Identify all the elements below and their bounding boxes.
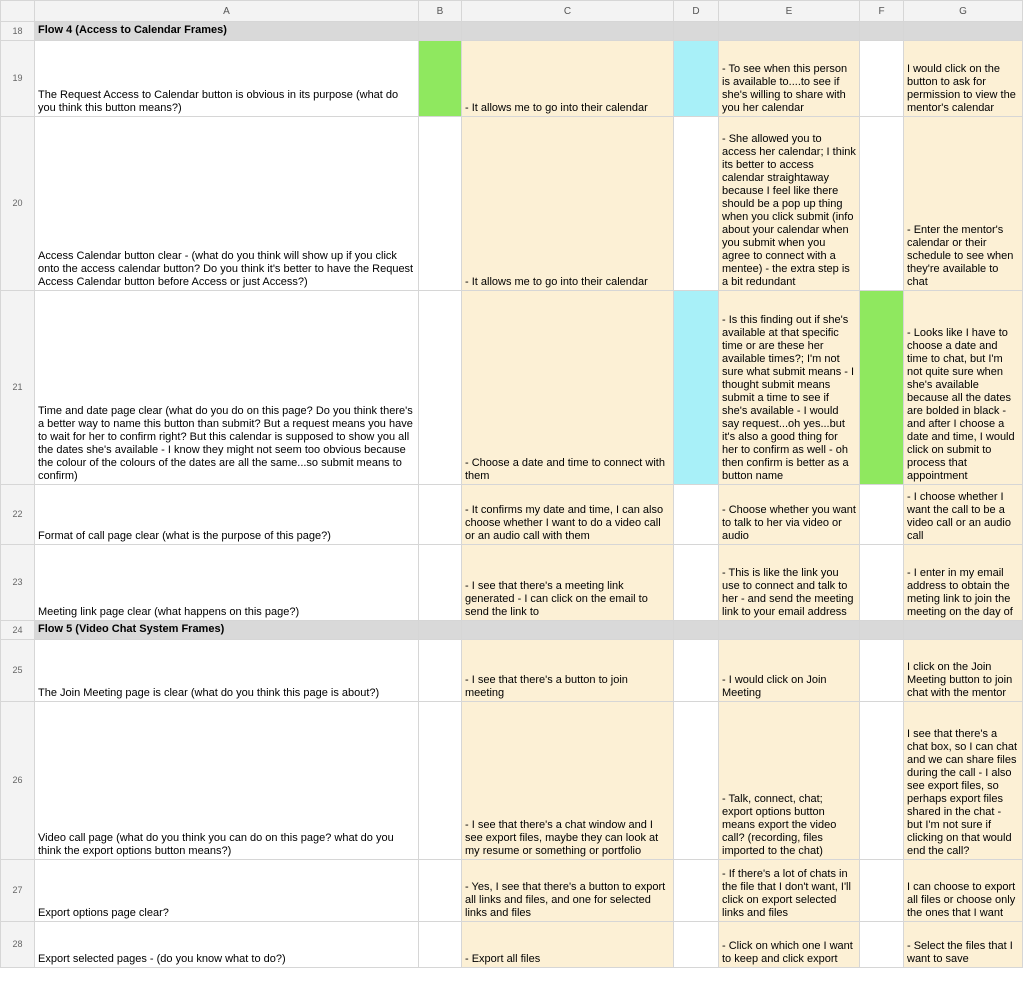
column-header-d[interactable]: D xyxy=(674,1,719,22)
row-header[interactable]: 28 xyxy=(1,922,35,968)
rating-cell-d[interactable] xyxy=(674,860,719,922)
table-row xyxy=(1,291,1023,485)
rating-cell-f[interactable] xyxy=(860,41,904,117)
rating-cell-f[interactable] xyxy=(860,922,904,968)
rating-cell-d[interactable] xyxy=(674,640,719,702)
response-cell-c[interactable]: - It allows me to go into their calendar xyxy=(462,41,674,117)
table-row xyxy=(1,485,1023,545)
cell[interactable] xyxy=(419,22,462,41)
response-cell-g[interactable]: I see that there's a chat box, so I can chat and we can share files during the call - I also see export files, so perhaps export files shared in the chat - but I'm not sure if clicking on that would end the call? xyxy=(904,702,1023,860)
question-cell[interactable]: Export selected pages - (do you know what to do?) xyxy=(35,922,419,968)
column-header-c[interactable]: C xyxy=(462,1,674,22)
response-cell-e[interactable]: - Talk, connect, chat; export options button means export the video call? (recording, files imported to the chat) xyxy=(719,702,860,860)
response-cell-e[interactable]: - This is like the link you use to connect and talk to her - and send the meeting link to your email address xyxy=(719,545,860,621)
table-row xyxy=(1,922,1023,968)
rating-cell-d[interactable] xyxy=(674,545,719,621)
row-header[interactable]: 24 xyxy=(1,621,35,640)
question-cell[interactable]: Access Calendar button clear - (what do you think will show up if you click onto the access calendar button? Do you think it's better to have the Request Access Calendar button before Access or just Access?) xyxy=(35,117,419,291)
response-cell-e[interactable]: - I would click on Join Meeting xyxy=(719,640,860,702)
section-row xyxy=(1,621,1023,640)
rating-cell-d[interactable] xyxy=(674,117,719,291)
column-header-e[interactable]: E xyxy=(719,1,860,22)
response-cell-g[interactable]: I can choose to export all files or choose only the ones that I want xyxy=(904,860,1023,922)
cell[interactable] xyxy=(462,621,674,640)
row-header[interactable]: 21 xyxy=(1,291,35,485)
cell[interactable] xyxy=(904,621,1023,640)
response-cell-c[interactable]: - Export all files xyxy=(462,922,674,968)
rating-cell-d[interactable] xyxy=(674,291,719,485)
section-title-cell[interactable]: Flow 5 (Video Chat System Frames) xyxy=(35,621,419,640)
row-header[interactable]: 23 xyxy=(1,545,35,621)
table-row xyxy=(1,640,1023,702)
rating-cell-b[interactable] xyxy=(419,485,462,545)
rating-cell-b[interactable] xyxy=(419,702,462,860)
cell[interactable] xyxy=(674,22,719,41)
section-row xyxy=(1,22,1023,41)
column-header-a[interactable]: A xyxy=(35,1,419,22)
question-cell[interactable]: The Join Meeting page is clear (what do you think this page is about?) xyxy=(35,640,419,702)
rating-cell-f[interactable] xyxy=(860,640,904,702)
response-cell-c[interactable]: - I see that there's a meeting link generated - I can click on the email to send the link to xyxy=(462,545,674,621)
question-cell[interactable]: Meeting link page clear (what happens on this page?) xyxy=(35,545,419,621)
response-cell-e[interactable]: - Click on which one I want to keep and click export xyxy=(719,922,860,968)
table-row xyxy=(1,702,1023,860)
row-header[interactable]: 25 xyxy=(1,640,35,702)
row-header[interactable]: 22 xyxy=(1,485,35,545)
response-cell-e[interactable]: - To see when this person is available to....to see if she's willing to share with you her calendar xyxy=(719,41,860,117)
row-header[interactable]: 20 xyxy=(1,117,35,291)
rating-cell-f[interactable] xyxy=(860,702,904,860)
response-cell-e[interactable]: - Is this finding out if she's available at that specific time or are these her available times?; I'm not sure what submit means - I thought submit means submit a time to see if she's available - I would say request...oh yes...but it's also a good thing for her to confirm as well - oh then confirm is better as a button name xyxy=(719,291,860,485)
rating-cell-b[interactable] xyxy=(419,640,462,702)
column-header-row xyxy=(1,1,1023,22)
rating-cell-d[interactable] xyxy=(674,41,719,117)
column-header-f[interactable]: F xyxy=(860,1,904,22)
question-cell[interactable]: Time and date page clear (what do you do on this page? Do you think there's a better way to name this button than submit? But a request means you have to wait for her to confirm right? But this calendar is supposed to show you all the dates she's available - I know they might not seem too obvious because the colour of the colours of the dates are all the same...so submit means to confirm) xyxy=(35,291,419,485)
cell[interactable] xyxy=(462,22,674,41)
response-cell-g[interactable]: - Enter the mentor's calendar or their schedule to see when they're available to chat xyxy=(904,117,1023,291)
rating-cell-f[interactable] xyxy=(860,291,904,485)
column-header-g[interactable]: G xyxy=(904,1,1023,22)
response-cell-e[interactable]: - If there's a lot of chats in the file that I don't want, I'll click on export selected links and files xyxy=(719,860,860,922)
response-cell-g[interactable]: I click on the Join Meeting button to join chat with the mentor xyxy=(904,640,1023,702)
response-cell-g[interactable]: - Looks like I have to choose a date and time to chat, but I'm not quite sure when she's available because all the dates are bolded in black - and after I choose a date and time, I would click on submit to process that appointment xyxy=(904,291,1023,485)
rating-cell-d[interactable] xyxy=(674,702,719,860)
question-cell[interactable]: Export options page clear? xyxy=(35,860,419,922)
column-header-b[interactable]: B xyxy=(419,1,462,22)
response-cell-c[interactable]: - It allows me to go into their calendar xyxy=(462,117,674,291)
response-cell-e[interactable]: - She allowed you to access her calendar; I think its better to access calendar straightaway because I feel like there should be a pop up thing when you click submit (info about your calendar when you submit when you agree to connect with a mentee) - the extra step is a bit redundant xyxy=(719,117,860,291)
response-cell-c[interactable]: - Yes, I see that there's a button to export all links and files, and one for selected links and files xyxy=(462,860,674,922)
cell[interactable] xyxy=(860,621,904,640)
rating-cell-f[interactable] xyxy=(860,860,904,922)
row-header[interactable]: 19 xyxy=(1,41,35,117)
rating-cell-d[interactable] xyxy=(674,485,719,545)
response-cell-g[interactable]: - I choose whether I want the call to be a video call or an audio call xyxy=(904,485,1023,545)
select-all-corner[interactable] xyxy=(1,1,35,22)
row-header[interactable]: 26 xyxy=(1,702,35,860)
table-row xyxy=(1,41,1023,117)
row-header[interactable]: 27 xyxy=(1,860,35,922)
rating-cell-f[interactable] xyxy=(860,545,904,621)
response-cell-e[interactable]: - Choose whether you want to talk to her via video or audio xyxy=(719,485,860,545)
cell[interactable] xyxy=(719,621,860,640)
table-row xyxy=(1,545,1023,621)
cell[interactable] xyxy=(860,22,904,41)
response-cell-c[interactable]: - I see that there's a chat window and I see export files, maybe they can look at my resume or something or portfolio xyxy=(462,702,674,860)
cell[interactable] xyxy=(674,621,719,640)
response-cell-g[interactable]: I would click on the button to ask for permission to view the mentor's calendar xyxy=(904,41,1023,117)
rating-cell-f[interactable] xyxy=(860,485,904,545)
response-cell-g[interactable]: - Select the files that I want to save xyxy=(904,922,1023,968)
rating-cell-f[interactable] xyxy=(860,117,904,291)
cell[interactable] xyxy=(904,22,1023,41)
response-cell-c[interactable]: - It confirms my date and time, I can also choose whether I want to do a video call or an audio call with them xyxy=(462,485,674,545)
rating-cell-b[interactable] xyxy=(419,545,462,621)
cell[interactable] xyxy=(419,621,462,640)
rating-cell-b[interactable] xyxy=(419,41,462,117)
rating-cell-b[interactable] xyxy=(419,117,462,291)
response-cell-c[interactable]: - I see that there's a button to join meeting xyxy=(462,640,674,702)
section-title-cell[interactable]: Flow 4 (Access to Calendar Frames) xyxy=(35,22,419,41)
question-cell[interactable]: Video call page (what do you think you can do on this page? what do you think the export options button means?) xyxy=(35,702,419,860)
cell[interactable] xyxy=(719,22,860,41)
rating-cell-d[interactable] xyxy=(674,922,719,968)
rating-cell-b[interactable] xyxy=(419,922,462,968)
table-row xyxy=(1,860,1023,922)
rating-cell-b[interactable] xyxy=(419,860,462,922)
rating-cell-b[interactable] xyxy=(419,291,462,485)
table-row xyxy=(1,117,1023,291)
response-cell-g[interactable]: - I enter in my email address to obtain the meting link to join the meeting on the day of xyxy=(904,545,1023,621)
question-cell[interactable]: The Request Access to Calendar button is obvious in its purpose (what do you think this button means?) xyxy=(35,41,419,117)
row-header[interactable]: 18 xyxy=(1,22,35,41)
response-cell-c[interactable]: - Choose a date and time to connect with them xyxy=(462,291,674,485)
question-cell[interactable]: Format of call page clear (what is the purpose of this page?) xyxy=(35,485,419,545)
